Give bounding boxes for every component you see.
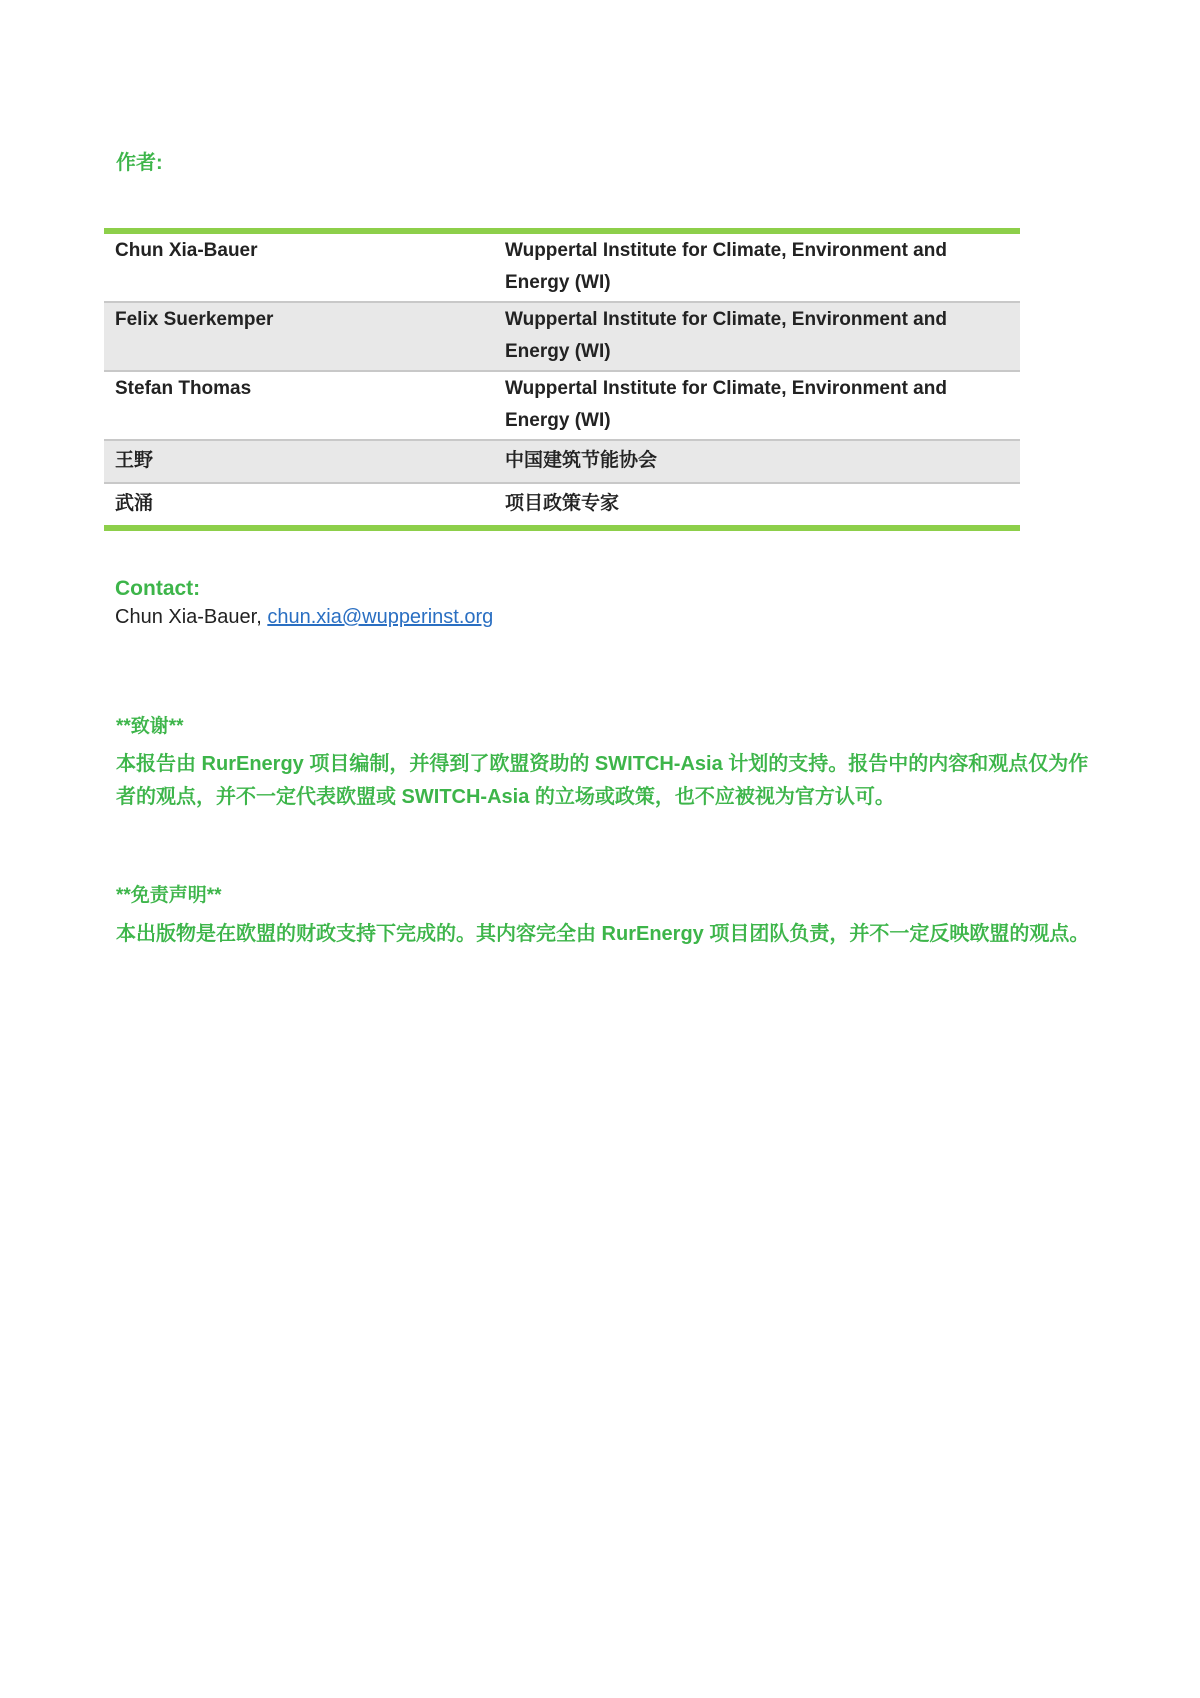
author-name: Stefan Thomas: [115, 378, 252, 399]
author-affiliation: Wuppertal Institute for Climate, Environment and Energy (WI): [505, 240, 947, 293]
disclaimer-label: **免责声明**: [116, 885, 222, 906]
author-affiliation: 中国建筑节能协会: [505, 450, 658, 471]
author-affiliation: 项目政策专家: [505, 493, 620, 514]
disclaimer-text: 本出版物是在欧盟的财政支持下完成的。其内容完全由 RurEnergy 项目团队负责，并不一定反映欧盟的观点。: [116, 923, 1090, 945]
contact-email-link[interactable]: chun.xia@wupperinst.org: [267, 606, 494, 628]
table-row: [104, 441, 1020, 484]
authors-table: [104, 228, 1020, 531]
author-affiliation: Wuppertal Institute for Climate, Environment and Energy (WI): [505, 309, 947, 362]
author-affiliation: Wuppertal Institute for Climate, Environment and Energy (WI): [505, 378, 947, 431]
table-row: [104, 484, 1020, 525]
contact-name: Chun Xia-Bauer,: [115, 606, 268, 628]
acknowledgement-text: 本报告由 RurEnergy 项目编制，并得到了欧盟资助的 SWITCH-Asia 计划的支持。报告中的内容和观点仅为作者的观点，并不一定代表欧盟或 SWITCH-Asia 的立场或政策，也不应被视为官方认可。: [116, 753, 1089, 808]
authors-heading: 作者:: [116, 152, 163, 174]
contact-line: [115, 606, 493, 629]
author-name: 武涌: [115, 493, 154, 514]
author-name: Chun Xia-Bauer: [115, 240, 258, 261]
contact-heading: Contact:: [115, 577, 201, 600]
author-name: Felix Suerkemper: [115, 309, 274, 330]
table-row: [104, 303, 1020, 372]
author-name: 王野: [115, 450, 154, 471]
acknowledgement-label: **致谢**: [116, 716, 184, 737]
table-row: [104, 234, 1020, 303]
table-row: [104, 372, 1020, 441]
